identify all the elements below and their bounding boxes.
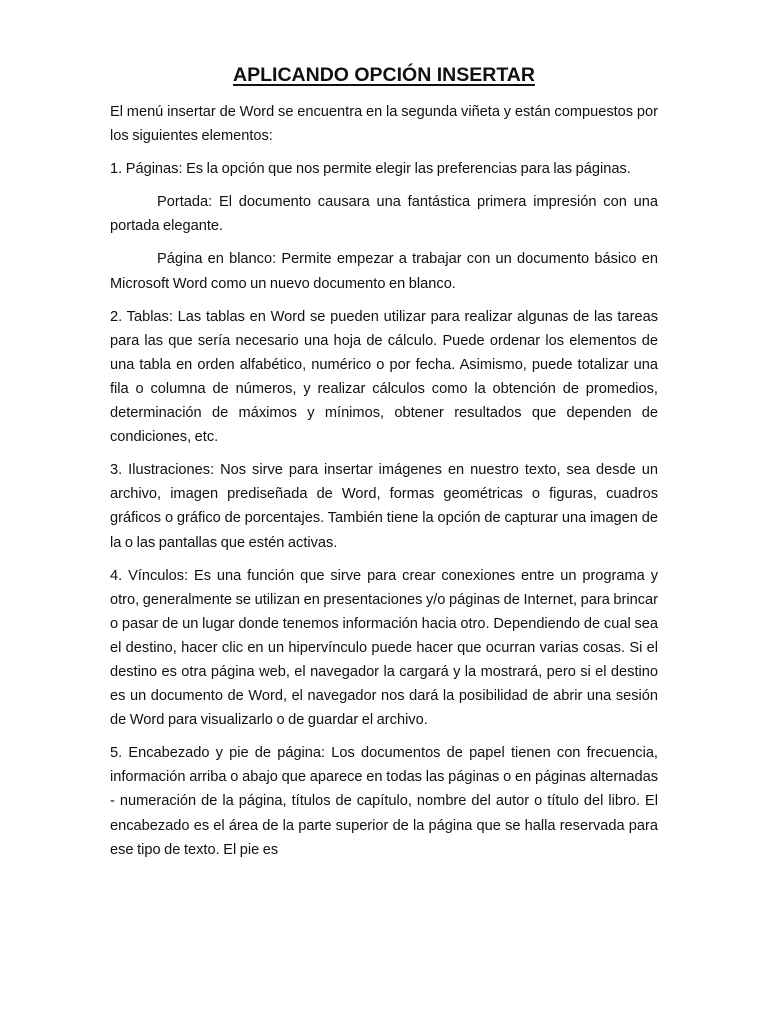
paragraph-intro: El menú insertar de Word se encuentra en la segunda viñeta y están compuestos por los siguientes elementos: (110, 104, 658, 145)
document-page (110, 62, 658, 871)
paragraph-pagina-en-blanco: Página en blanco: Permite empezar a trabajar con un documento básico en Microsoft Word como un nuevo documento en blanco. (110, 251, 658, 292)
paragraph-paginas: 1. Páginas: Es la opción que nos permite elegir las preferencias para las páginas. (110, 161, 631, 178)
paragraph-portada: Portada: El documento causara una fantástica primera impresión con una portada elegante. (110, 194, 658, 235)
paragraph-ilustraciones: 3. Ilustraciones: Nos sirve para insertar imágenes en nuestro texto, sea desde un archivo, imagen prediseñada de Word, formas geométricas o figuras, cuadros gráficos o gráfico de porcentajes. También tiene la opción de capturar una imagen de la o las pantallas que estén activas. (110, 462, 658, 551)
document-title (110, 62, 658, 88)
paragraph-encabezado-pie: 5. Encabezado y pie de página: Los documentos de papel tienen con frecuencia, información arriba o abajo que aparece en todas las páginas o en páginas alternadas - numeración de la página, títulos de capítulo, nombre del autor o título del libro. El encabezado es el área de la parte superior de la página que se halla reservada para ese tipo de texto. El pie es (110, 745, 658, 858)
document-title-text: APLICANDO OPCIÓN INSERTAR (233, 64, 535, 86)
paragraph-vinculos: 4. Vínculos: Es una función que sirve para crear conexiones entre un programa y otro, generalmente se utilizan en presentaciones y/o páginas de Internet, para brincar o pasar de un lugar donde tenemos información hacia otro. Dependiendo de cual sea el destino, hacer clic en un hipervínculo puede hacer que ocurran varias cosas. Si el destino es otra página web, el navegador la cargará y la mostrará, pero si el destino es un documento de Word, el navegador nos dará la posibilidad de abrir una sesión de Word para visualizarlo o de guardar el archivo. (110, 567, 658, 729)
paragraph-tablas: 2. Tablas: Las tablas en Word se pueden utilizar para realizar algunas de las tareas para las que sería necesario una hoja de cálculo. Puede ordenar los elementos de una tabla en orden alfabético, numérico o por fecha. Asimismo, puede totalizar una fila o columna de números, y realizar cálculos como la obtención de promedios, determinación de máximos y mínimos, obtener resultados que dependen de condiciones, etc. (110, 308, 658, 446)
